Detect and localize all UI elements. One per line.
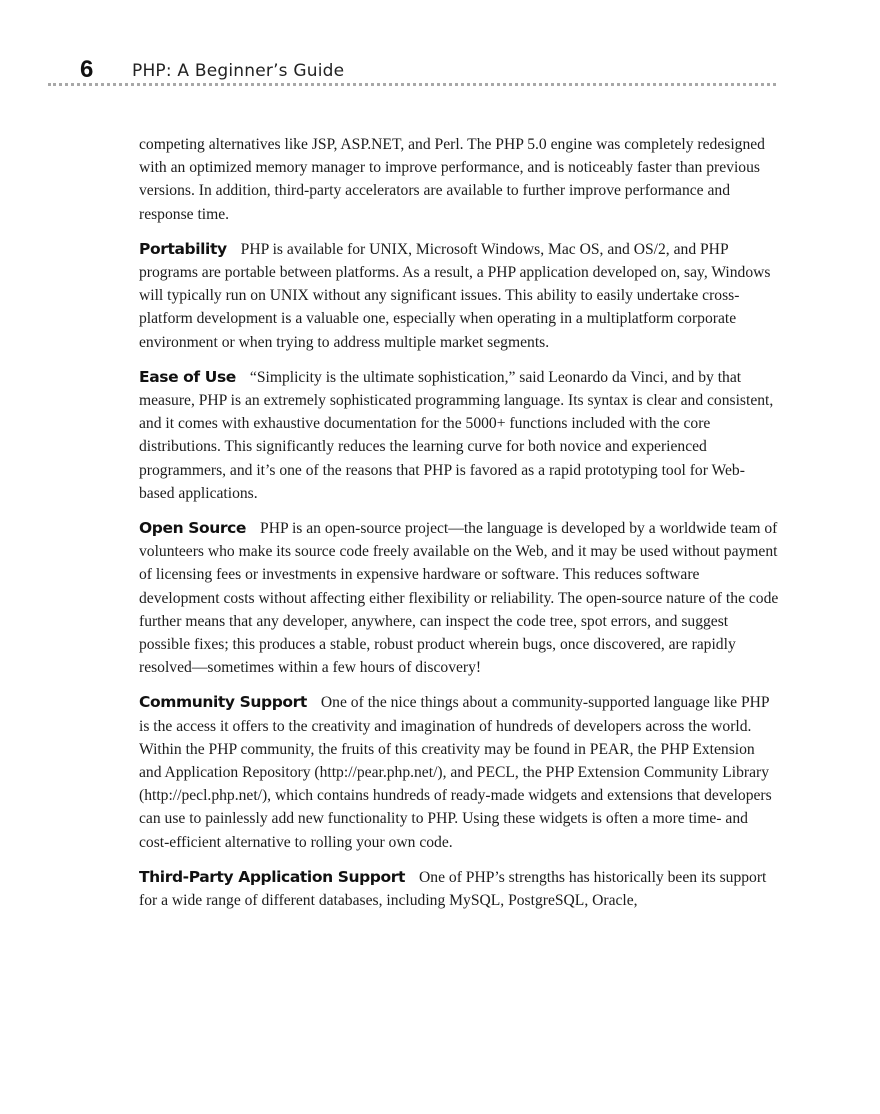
- run-in-heading: Third-Party Application Support: [139, 867, 406, 886]
- paragraph-ease-of-use: [139, 366, 779, 505]
- page-body: [139, 133, 779, 924]
- paragraph-open-source: [139, 517, 779, 679]
- page-number: 6: [80, 56, 94, 83]
- paragraph-third-party-support: [139, 866, 779, 912]
- paragraph-community-support: [139, 691, 779, 853]
- run-in-heading: Open Source: [139, 519, 247, 538]
- run-in-heading: Community Support: [139, 693, 307, 712]
- paragraph-text: PHP is available for UNIX, Microsoft Windows, Mac OS, and OS/2, and PHP programs are portable between platforms. As a result, a PHP application developed on, say, Windows will typically run on UNIX without any significant issues. This ability to easily undertake cross-platform development is a valuable one, especially when operating in a multiplatform corporate environment or when trying to address multiple market segments.: [139, 240, 771, 351]
- dotted-rule-divider: [48, 83, 776, 86]
- paragraph-text: PHP is an open-source project—the language is developed by a worldwide team of volunteers who make its source code freely available on the Web, and it may be used without payment of licensing fees or investments in expensive hardware or software. This reduces software development costs without affecting either flexibility or reliability. The open-source nature of the code further means that any developer, anywhere, can inspect the code tree, spot errors, and suggest possible fixes; this produces a stable, robust product wherein bugs, once discovered, are rapidly resolved—sometimes within a few hours of discovery!: [139, 520, 779, 677]
- running-head-title: PHP: A Beginner’s Guide: [132, 61, 345, 81]
- paragraph-text: One of PHP’s strengths has historically been its support for a wide range of different databases, including MySQL, PostgreSQL, Oracle,: [139, 868, 767, 910]
- run-in-heading: Ease of Use: [139, 367, 236, 386]
- paragraph-text: One of the nice things about a community-supported language like PHP is the access it offers to the creativity and imagination of hundreds of developers across the world. Within the PHP community, the fruits of this creativity may be found in PEAR, the PHP Extension and Application Repository (http://pear.php.net/), and PECL, the PHP Extension Community Library (http://pecl.php.net/), which contains hundreds of ready-made widgets and extensions that developers can use to painlessly add new functionality to PHP. Using these widgets is often a more time- and cost-efficient alternative to rolling your own code.: [139, 694, 772, 851]
- paragraph-text: competing alternatives like JSP, ASP.NET, and Perl. The PHP 5.0 engine was completely redesigned with an optimized memory manager to improve performance, and is noticeably faster than previous versions. In addition, third-party accelerators are available to further improve performance and response time.: [139, 136, 765, 223]
- page-header: [48, 56, 776, 88]
- paragraph-portability: [139, 238, 779, 354]
- paragraph-text: “Simplicity is the ultimate sophistication,” said Leonardo da Vinci, and by that measure, PHP is an extremely sophisticated programming language. Its syntax is clear and consistent, and it comes with exhaustive documentation for the 5000+ functions included with the core distributions. This significantly reduces the learning curve for both novice and experienced programmers, and it’s one of the reasons that PHP is favored as a rapid prototyping tool for Web-based applications.: [139, 368, 774, 502]
- paragraph-continuation: [139, 133, 779, 226]
- run-in-heading: Portability: [139, 239, 227, 258]
